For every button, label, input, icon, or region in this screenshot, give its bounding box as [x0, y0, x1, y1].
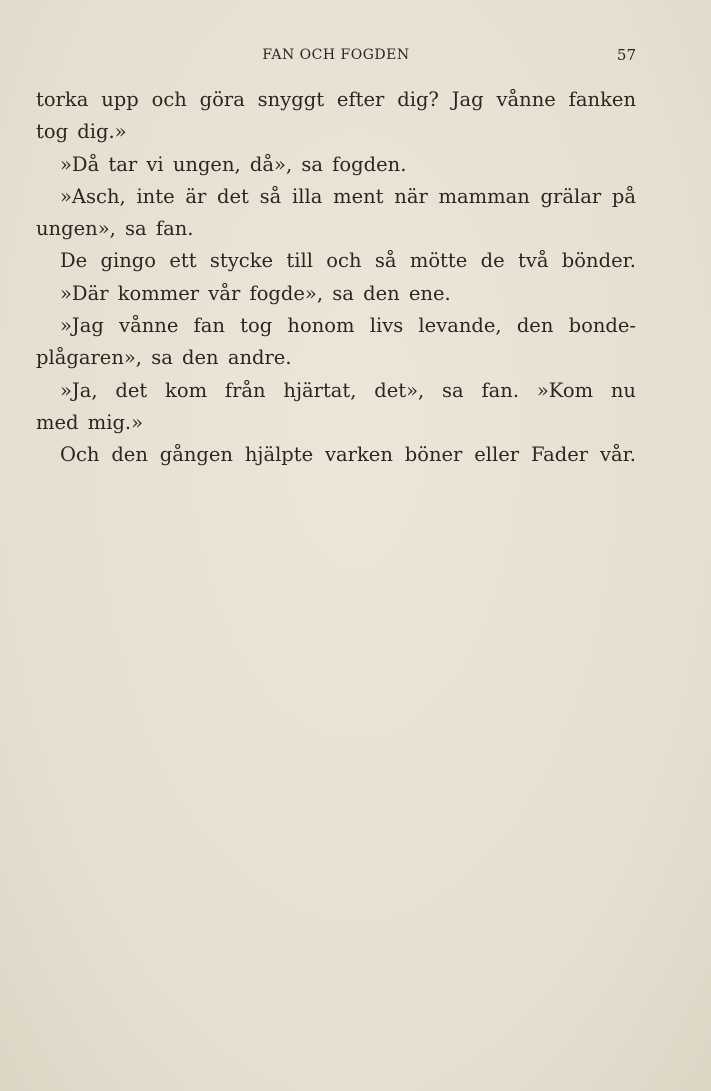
text-line: plågaren», sa den andre.	[36, 346, 292, 370]
text-line: »Jag vånne fan tog honom livs levande, den bonde-	[60, 314, 636, 338]
text-line: tog dig.»	[36, 120, 127, 144]
page-number: 57	[616, 46, 636, 64]
text-line: »Då tar vi ungen, då», sa fogden.	[60, 152, 407, 176]
text-line: torka upp och göra snyggt efter dig? Jag vånne fanken	[36, 88, 636, 111]
text-line: De gingo ett stycke till och så mötte de två bönder.	[60, 249, 636, 273]
body-text	[36, 84, 636, 472]
text-line: »Ja, det kom från hjärtat, det», sa fan. »Kom nu	[60, 378, 636, 402]
text-line: med mig.»	[36, 410, 144, 434]
running-head	[36, 44, 636, 66]
text-line: »Asch, inte är det så illa ment när mamman grälar på	[60, 184, 636, 208]
text-line: »Där kommer vår fogde», sa den ene.	[60, 281, 451, 305]
text-line: ungen», sa fan.	[36, 217, 194, 241]
running-title: FAN OCH FOGDEN	[262, 47, 410, 63]
text-line: Och den gången hjälpte varken böner eller Fader vår.	[60, 443, 636, 467]
